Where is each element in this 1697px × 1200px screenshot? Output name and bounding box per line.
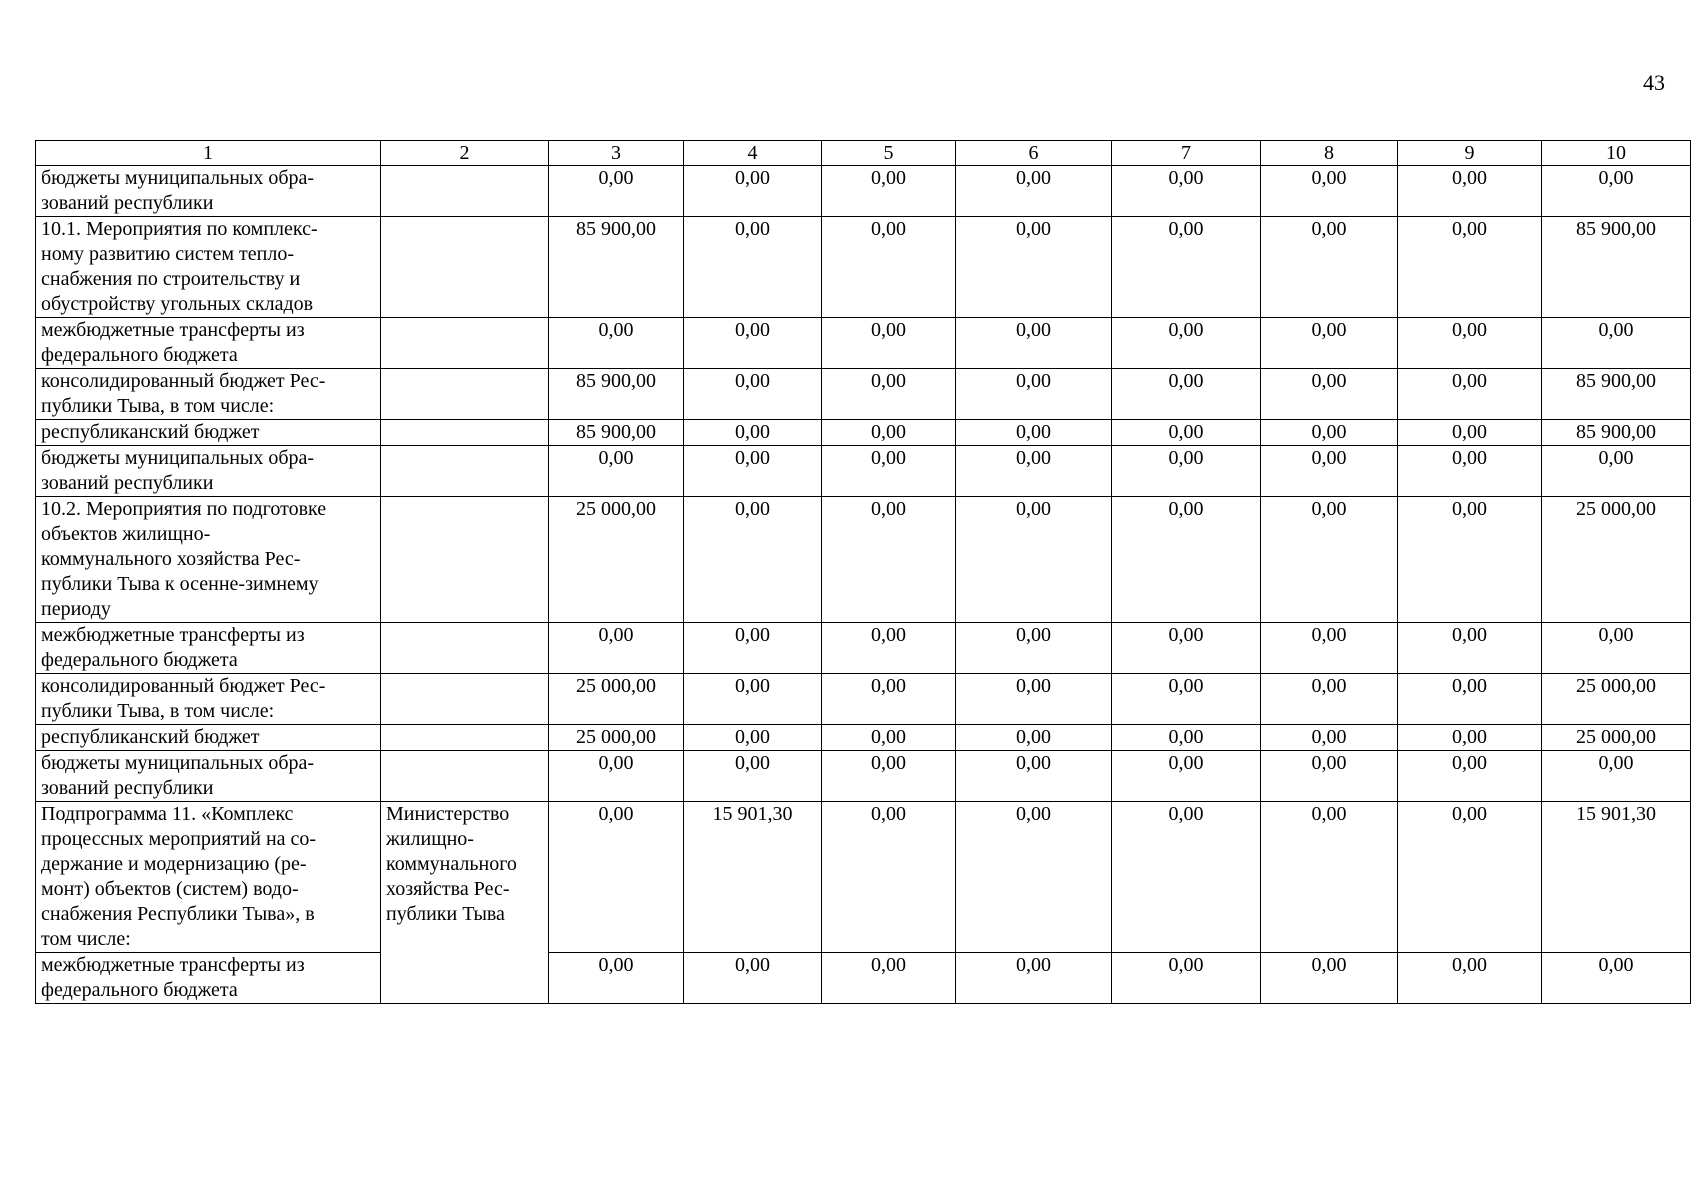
value-cell: 0,00 <box>684 497 822 623</box>
value-cell: 0,00 <box>1112 674 1261 725</box>
value-cell: 0,00 <box>822 623 956 674</box>
value-cell: 0,00 <box>1112 318 1261 369</box>
value-cell: 0,00 <box>822 217 956 318</box>
value-cell: 0,00 <box>1261 446 1398 497</box>
value-cell: 0,00 <box>956 623 1112 674</box>
value-cell: 0,00 <box>822 446 956 497</box>
value-cell: 0,00 <box>822 420 956 446</box>
value-cell: 0,00 <box>1542 318 1691 369</box>
value-cell: 85 900,00 <box>1542 420 1691 446</box>
column-number-header: 4 <box>684 141 822 166</box>
row-label: республиканский бюджет <box>36 725 381 751</box>
value-cell: 0,00 <box>822 953 956 1004</box>
executor-cell <box>381 217 549 318</box>
column-number-header: 3 <box>549 141 684 166</box>
value-cell: 0,00 <box>1112 953 1261 1004</box>
table-row <box>36 674 1691 725</box>
value-cell: 0,00 <box>549 953 684 1004</box>
column-number-header: 5 <box>822 141 956 166</box>
value-cell: 0,00 <box>1542 446 1691 497</box>
value-cell: 0,00 <box>1112 751 1261 802</box>
table-row <box>36 623 1691 674</box>
executor-cell <box>381 623 549 674</box>
value-cell: 0,00 <box>1261 674 1398 725</box>
table-row <box>36 446 1691 497</box>
row-label: консолидированный бюджет Рес- публики Тыва, в том числе: <box>36 369 381 420</box>
value-cell: 0,00 <box>1112 420 1261 446</box>
column-number-header: 7 <box>1112 141 1261 166</box>
value-cell: 0,00 <box>1112 166 1261 217</box>
value-cell: 0,00 <box>1542 751 1691 802</box>
value-cell: 0,00 <box>1112 369 1261 420</box>
budget-table <box>35 140 1691 1004</box>
value-cell: 0,00 <box>956 802 1112 953</box>
value-cell: 85 900,00 <box>1542 217 1691 318</box>
row-label: межбюджетные трансферты из федерального бюджета <box>36 318 381 369</box>
row-label: бюджеты муниципальных обра- зований республики <box>36 751 381 802</box>
page-number: 43 <box>1643 70 1665 95</box>
table-row <box>36 420 1691 446</box>
value-cell: 0,00 <box>1112 623 1261 674</box>
value-cell: 0,00 <box>1112 725 1261 751</box>
value-cell: 0,00 <box>1261 217 1398 318</box>
value-cell: 0,00 <box>1261 751 1398 802</box>
value-cell: 0,00 <box>1398 802 1542 953</box>
value-cell: 0,00 <box>549 623 684 674</box>
value-cell: 0,00 <box>1261 420 1398 446</box>
value-cell: 0,00 <box>956 318 1112 369</box>
value-cell: 0,00 <box>684 674 822 725</box>
value-cell: 0,00 <box>549 802 684 953</box>
table-row <box>36 953 1691 1004</box>
value-cell: 85 900,00 <box>549 420 684 446</box>
value-cell: 0,00 <box>549 751 684 802</box>
value-cell: 0,00 <box>1398 420 1542 446</box>
value-cell: 0,00 <box>684 953 822 1004</box>
value-cell: 0,00 <box>1542 953 1691 1004</box>
value-cell: 0,00 <box>822 751 956 802</box>
table-row <box>36 217 1691 318</box>
value-cell: 0,00 <box>1112 217 1261 318</box>
value-cell: 0,00 <box>549 446 684 497</box>
value-cell: 0,00 <box>684 217 822 318</box>
row-label: бюджеты муниципальных обра- зований республики <box>36 166 381 217</box>
row-label: 10.2. Мероприятия по подготовке объектов жилищно- коммунального хозяйства Рес- публики Тыва к осенне-зимнему периоду <box>36 497 381 623</box>
value-cell: 25 000,00 <box>549 497 684 623</box>
value-cell: 0,00 <box>956 217 1112 318</box>
value-cell: 0,00 <box>822 802 956 953</box>
value-cell: 0,00 <box>822 318 956 369</box>
value-cell: 0,00 <box>1112 497 1261 623</box>
value-cell: 0,00 <box>1542 166 1691 217</box>
row-label: республиканский бюджет <box>36 420 381 446</box>
value-cell: 0,00 <box>1261 318 1398 369</box>
value-cell: 0,00 <box>956 446 1112 497</box>
value-cell: 0,00 <box>956 725 1112 751</box>
executor-cell <box>381 446 549 497</box>
value-cell: 0,00 <box>822 725 956 751</box>
value-cell: 0,00 <box>956 674 1112 725</box>
column-number-header: 6 <box>956 141 1112 166</box>
executor-cell <box>381 420 549 446</box>
value-cell: 0,00 <box>1112 802 1261 953</box>
executor-cell <box>381 751 549 802</box>
executor-cell <box>381 369 549 420</box>
value-cell: 0,00 <box>684 446 822 497</box>
executor-cell <box>381 725 549 751</box>
value-cell: 0,00 <box>1398 318 1542 369</box>
value-cell: 0,00 <box>684 725 822 751</box>
value-cell: 15 901,30 <box>684 802 822 953</box>
value-cell: 0,00 <box>1542 623 1691 674</box>
column-number-header: 9 <box>1398 141 1542 166</box>
value-cell: 0,00 <box>822 497 956 623</box>
value-cell: 0,00 <box>1112 446 1261 497</box>
column-number-header: 10 <box>1542 141 1691 166</box>
value-cell: 25 000,00 <box>549 725 684 751</box>
value-cell: 0,00 <box>1398 953 1542 1004</box>
value-cell: 0,00 <box>684 420 822 446</box>
executor-cell: Министерство жилищно- коммунального хозяйства Рес- публики Тыва <box>381 802 549 1004</box>
value-cell: 15 901,30 <box>1542 802 1691 953</box>
table-row <box>36 369 1691 420</box>
row-label: 10.1. Мероприятия по комплекс- ному развитию систем тепло- снабжения по строительству и обустройству угольных складов <box>36 217 381 318</box>
value-cell: 0,00 <box>822 166 956 217</box>
value-cell: 0,00 <box>1398 725 1542 751</box>
value-cell: 0,00 <box>822 674 956 725</box>
executor-cell <box>381 497 549 623</box>
table-header-row <box>36 141 1691 166</box>
value-cell: 0,00 <box>684 318 822 369</box>
value-cell: 0,00 <box>1261 497 1398 623</box>
value-cell: 85 900,00 <box>1542 369 1691 420</box>
value-cell: 0,00 <box>1261 725 1398 751</box>
value-cell: 0,00 <box>1398 674 1542 725</box>
row-label: консолидированный бюджет Рес- публики Тыва, в том числе: <box>36 674 381 725</box>
row-label: бюджеты муниципальных обра- зований республики <box>36 446 381 497</box>
table-row <box>36 318 1691 369</box>
value-cell: 0,00 <box>684 751 822 802</box>
value-cell: 25 000,00 <box>549 674 684 725</box>
value-cell: 0,00 <box>822 369 956 420</box>
value-cell: 0,00 <box>1261 953 1398 1004</box>
value-cell: 0,00 <box>549 166 684 217</box>
value-cell: 0,00 <box>956 751 1112 802</box>
value-cell: 0,00 <box>1398 369 1542 420</box>
value-cell: 0,00 <box>1261 802 1398 953</box>
value-cell: 25 000,00 <box>1542 497 1691 623</box>
value-cell: 0,00 <box>549 318 684 369</box>
value-cell: 0,00 <box>1398 166 1542 217</box>
value-cell: 0,00 <box>684 369 822 420</box>
value-cell: 0,00 <box>956 369 1112 420</box>
value-cell: 0,00 <box>1261 623 1398 674</box>
value-cell: 0,00 <box>956 497 1112 623</box>
row-label: межбюджетные трансферты из федерального бюджета <box>36 623 381 674</box>
table-row <box>36 166 1691 217</box>
column-number-header: 8 <box>1261 141 1398 166</box>
value-cell: 85 900,00 <box>549 369 684 420</box>
value-cell: 0,00 <box>684 623 822 674</box>
value-cell: 0,00 <box>1398 497 1542 623</box>
value-cell: 25 000,00 <box>1542 674 1691 725</box>
value-cell: 0,00 <box>956 420 1112 446</box>
table-row <box>36 751 1691 802</box>
table-row <box>36 725 1691 751</box>
executor-cell <box>381 674 549 725</box>
column-number-header: 2 <box>381 141 549 166</box>
executor-cell <box>381 318 549 369</box>
row-label: межбюджетные трансферты из федерального бюджета <box>36 953 381 1004</box>
column-number-header: 1 <box>36 141 381 166</box>
value-cell: 0,00 <box>956 166 1112 217</box>
executor-cell <box>381 166 549 217</box>
value-cell: 0,00 <box>1398 446 1542 497</box>
value-cell: 0,00 <box>684 166 822 217</box>
value-cell: 0,00 <box>1261 166 1398 217</box>
value-cell: 85 900,00 <box>549 217 684 318</box>
table-row <box>36 802 1691 953</box>
value-cell: 0,00 <box>1398 623 1542 674</box>
table-row <box>36 497 1691 623</box>
value-cell: 0,00 <box>1261 369 1398 420</box>
row-label: Подпрограмма 11. «Комплекс процессных мероприятий на со- держание и модернизацию (ре- монт) объектов (систем) водо- снабжения Республики Тыва», в том числе: <box>36 802 381 953</box>
value-cell: 0,00 <box>956 953 1112 1004</box>
value-cell: 0,00 <box>1398 751 1542 802</box>
value-cell: 25 000,00 <box>1542 725 1691 751</box>
value-cell: 0,00 <box>1398 217 1542 318</box>
